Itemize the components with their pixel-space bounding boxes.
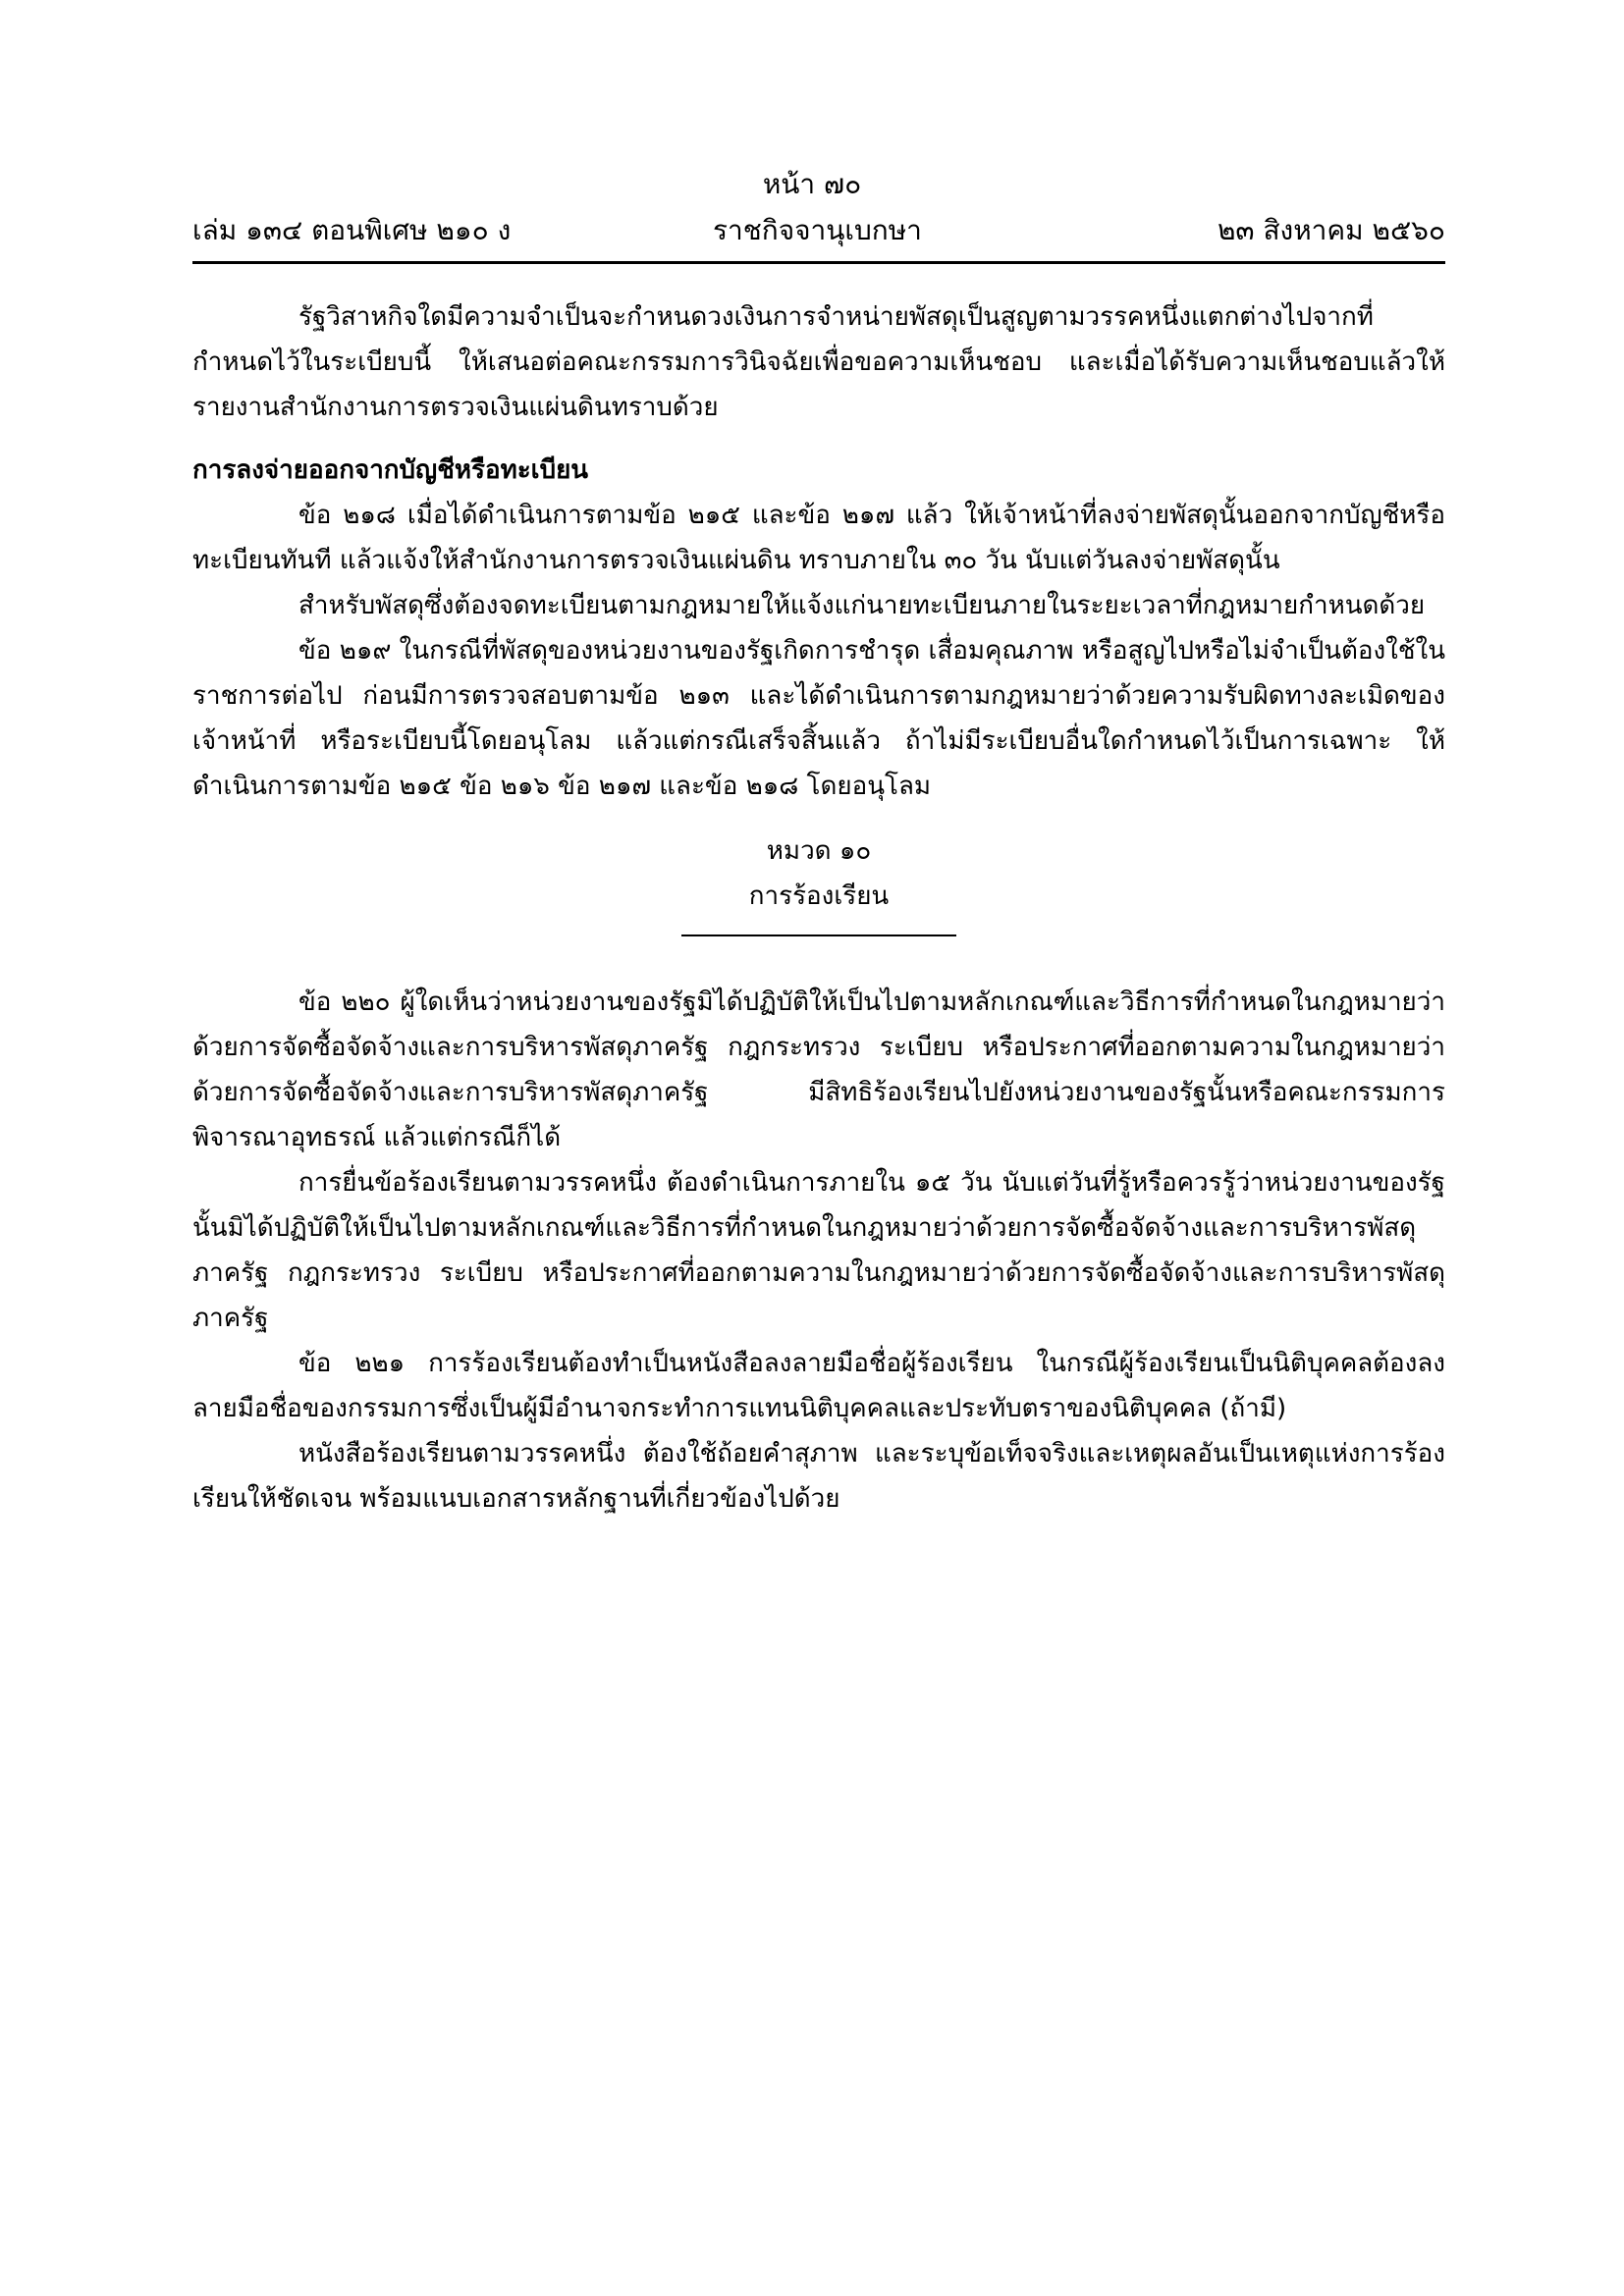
paragraph-clause-220: ข้อ ๒๒๐ ผู้ใดเห็นว่าหน่วยงานของรัฐมิได้ปฏิบัติให้เป็นไปตามหลักเกณฑ์และวิธีการที่กำหนดในกฎหมายว่าด้วยการจัดซื้อจัดจ้างและการบริหารพัสดุภาครัฐ กฎกระทรวง ระเบียบ หรือประกาศที่ออกตามความในกฎหมายว่าด้วยการจัดซื้อจัดจ้างและการบริหารพัสดุภาครัฐ มีสิทธิร้องเรียนไปยังหน่วยงานของรัฐนั้นหรือคณะกรรมการพิจารณาอุทธรณ์ แล้วแต่กรณีก็ได้	[192, 988, 1445, 1152]
paragraph-intro: รัฐวิสาหกิจใดมีความจำเป็นจะกำหนดวงเงินการจำหน่ายพัสดุเป็นสูญตามวรรคหนึ่งแตกต่างไปจากที่กำหนดไว้ในระเบียบนี้ ให้เสนอต่อคณะกรรมการวินิจฉัยเพื่อขอความเห็นชอบ และเมื่อได้รับความเห็นชอบแล้วให้รายงานสำนักงานการตรวจเงินแผ่นดินทราบด้วย	[192, 302, 1445, 422]
chapter-divider	[681, 934, 956, 936]
volume-issue: เล่ม ๑๓๔ ตอนพิเศษ ๒๑๐ ง	[192, 214, 512, 246]
page-number: หน้า ๗๐	[762, 168, 862, 200]
paragraph-clause-219: ข้อ ๒๑๙ ในกรณีที่พัสดุของหน่วยงานของรัฐเกิดการชำรุด เสื่อมคุณภาพ หรือสูญไปหรือไม่จำเป็นต้องใช้ในราชการต่อไป ก่อนมีการตรวจสอบตามข้อ ๒๑๓ และได้ดำเนินการตามกฎหมายว่าด้วยความรับผิดทางละเมิดของเจ้าหน้าที่ หรือระเบียบนี้โดยอนุโลม แล้วแต่กรณีเสร็จสิ้นแล้ว ถ้าไม่มีระเบียบอื่นใดกำหนดไว้เป็นการเฉพาะ ให้ดำเนินการตามข้อ ๒๑๕ ข้อ ๒๑๖ ข้อ ๒๑๗ และข้อ ๒๑๘ โดยอนุโลม	[192, 636, 1445, 801]
section-heading-writeoff: การลงจ่ายออกจากบัญชีหรือทะเบียน	[192, 455, 589, 485]
publication-date: ๒๓ สิงหาคม ๒๕๖๐	[1217, 214, 1445, 246]
header-divider	[192, 261, 1445, 264]
chapter-number: หมวด ๑๐	[766, 836, 872, 866]
chapter-title: การร้องเรียน	[748, 881, 890, 911]
paragraph-clause-220-2: การยื่นข้อร้องเรียนตามวรรคหนึ่ง ต้องดำเนินการภายใน ๑๕ วัน นับแต่วันที่รู้หรือควรรู้ว่าหน่วยงานของรัฐนั้นมิได้ปฏิบัติให้เป็นไปตามหลักเกณฑ์และวิธีการที่กำหนดในกฎหมายว่าด้วยการจัดซื้อจัดจ้างและการบริหารพัสดุภาครัฐ กฎกระทรวง ระเบียบ หรือประกาศที่ออกตามความในกฎหมายว่าด้วยการจัดซื้อจัดจ้างและการบริหารพัสดุภาครัฐ	[192, 1168, 1445, 1333]
paragraph-clause-218: ข้อ ๒๑๘ เมื่อได้ดำเนินการตามข้อ ๒๑๕ และข้อ ๒๑๗ แล้ว ให้เจ้าหน้าที่ลงจ่ายพัสดุนั้นออกจากบัญชีหรือทะเบียนทันที แล้วแจ้งให้สำนักงานการตรวจเงินแผ่นดิน ทราบภายใน ๓๐ วัน นับแต่วันลงจ่ายพัสดุนั้น	[192, 501, 1445, 575]
paragraph-clause-221-2: หนังสือร้องเรียนตามวรรคหนึ่ง ต้องใช้ถ้อยคำสุภาพ และระบุข้อเท็จจริงและเหตุผลอันเป็นเหตุแห่งการร้องเรียนให้ชัดเจน พร้อมแนบเอกสารหลักฐานที่เกี่ยวข้องไปด้วย	[192, 1439, 1445, 1514]
gazette-name: ราชกิจจานุเบกษา	[713, 214, 922, 246]
document-body	[192, 294, 1445, 1522]
paragraph-clause-221: ข้อ ๒๒๑ การร้องเรียนต้องทำเป็นหนังสือลงลายมือชื่อผู้ร้องเรียน ในกรณีผู้ร้องเรียนเป็นนิติบุคคลต้องลงลายมือชื่อของกรรมการซึ่งเป็นผู้มีอำนาจกระทำการแทนนิติบุคคลและประทับตราของนิติบุคคล (ถ้ามี)	[192, 1349, 1445, 1423]
running-header	[192, 210, 1445, 251]
paragraph-clause-218-2: สำหรับพัสดุซึ่งต้องจดทะเบียนตามกฎหมายให้แจ้งแก่นายทะเบียนภายในระยะเวลาที่กฎหมายกำหนดด้วย	[298, 591, 1426, 620]
